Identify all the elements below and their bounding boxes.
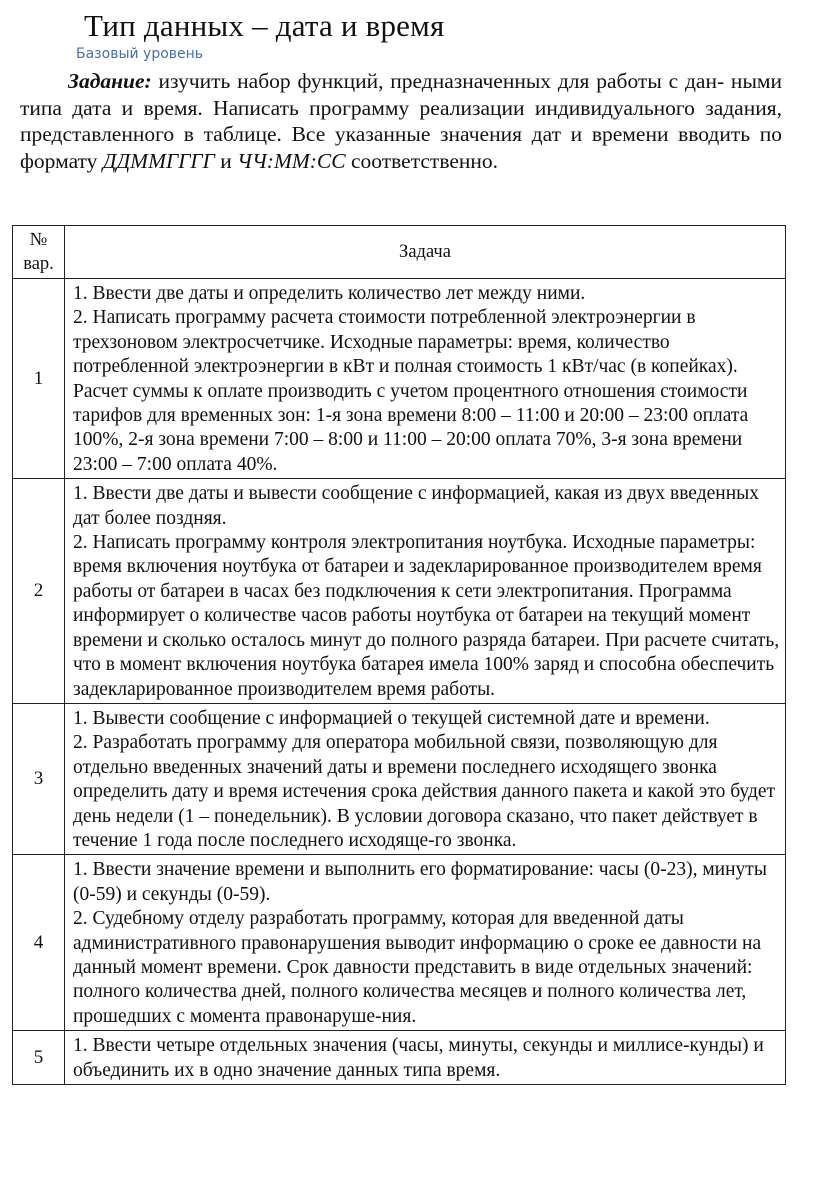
variant-number: 3: [13, 703, 65, 854]
variant-tasks: [65, 703, 786, 854]
task-conj: и: [214, 148, 238, 173]
task-item: 1. Ввести четыре отдельных значения (часы, минуты, секунды и миллисе-кунды) и объединить их в одно значение данных типа время.: [73, 1035, 764, 1081]
table-header-row: [13, 226, 786, 279]
task-item: 1. Вывести сообщение с информацией о текущей системной дате и времени.: [73, 707, 710, 729]
variants-table: [12, 225, 786, 1085]
header-variant-number: № вар.: [13, 226, 65, 279]
variant-tasks: [65, 855, 786, 1031]
task-text-1: изучить набор функций, предназначенных для работы с дан- ными типа дата и время. Написать программу реализации индивидуального задания, представленного в таблице. Все указанные значения дат и времени вводить по формату: [20, 69, 782, 173]
task-item: 1. Ввести две даты и определить количество лет между ними.: [73, 283, 586, 304]
table-row: [13, 855, 786, 1031]
task-paragraph: [20, 68, 782, 174]
task-item: 2. Судебному отделу разработать программу, которая для введенной даты административного правонарушения выводит информацию о сроке ее давности на данный момент времени. Срок давности представить в виде отдельных значений: полного количества дней, полного количества месяцев и полного количества лет, прошедших с момента правонаруше-ния.: [73, 908, 762, 1027]
time-format: ЧЧ:ММ:СС: [237, 148, 346, 173]
header-task: Задача: [65, 226, 786, 279]
task-item: 2. Разработать программу для оператора мобильной связи, позволяющую для отдельно введенных значений даты и времени последнего исходящего звонка определить дату и время истечения срока действия данного пакета и какой это будет день недели (1 – понедельник). В условии договора сказано, что пакет действует в течение 1 года после последнего исходяще-го звонка.: [73, 732, 776, 851]
task-lead: Задание:: [68, 69, 152, 93]
task-text-2: соответственно.: [345, 148, 499, 173]
task-item: 2. Написать программу контроля электропитания ноутбука. Исходные параметры: время включения ноутбука от батареи и задекларированное производителем время работы от батареи в часах без подключения к сети электропитания. Программа информирует о количестве часов работы ноутбука от батареи на текущий момент времени и сколько осталось минут до полного разряда батареи. При расчете считать, что в момент включения ноутбука батарея имела 100% заряд и способна обеспечить задекларированное производителем время работы.: [73, 532, 780, 700]
variant-tasks: [65, 1031, 786, 1085]
page-title: Тип данных – дата и время: [84, 8, 445, 43]
variant-number: 5: [13, 1031, 65, 1085]
table-row: [13, 279, 786, 479]
date-format: ДДММГГГГ: [102, 148, 215, 173]
table-row: [13, 479, 786, 704]
level-label: Базовый уровень: [76, 46, 204, 62]
table-row: [13, 1031, 786, 1085]
table-row: [13, 703, 786, 854]
variant-tasks: [65, 479, 786, 704]
variant-number: 1: [13, 279, 65, 479]
task-item: 2. Написать программу расчета стоимости потребленной электроэнергии в трехзоновом электросчетчике. Исходные параметры: время, количество потребленной электроэнергии в кВт и полная стоимость 1 кВт/час (в копейках). Расчет суммы к оплате производить с учетом процентного отношения стоимости тарифов для временных зон: 1-я зона времени 8:00 – 11:00 и 20:00 – 23:00 оплата 100%, 2-я зона времени 7:00 – 8:00 и 11:00 – 20:00 оплата 70%, 3-я зона времени 23:00 – 7:00 оплата 40%.: [73, 307, 749, 475]
variant-tasks: [65, 279, 786, 479]
variant-number: 2: [13, 479, 65, 704]
task-item: 1. Ввести значение времени и выполнить его форматирование: часы (0-23), минуты (0-59) и секунды (0-59).: [73, 859, 767, 905]
variant-number: 4: [13, 855, 65, 1031]
task-item: 1. Ввести две даты и вывести сообщение с информацией, какая из двух введенных дат более поздняя.: [73, 483, 760, 529]
